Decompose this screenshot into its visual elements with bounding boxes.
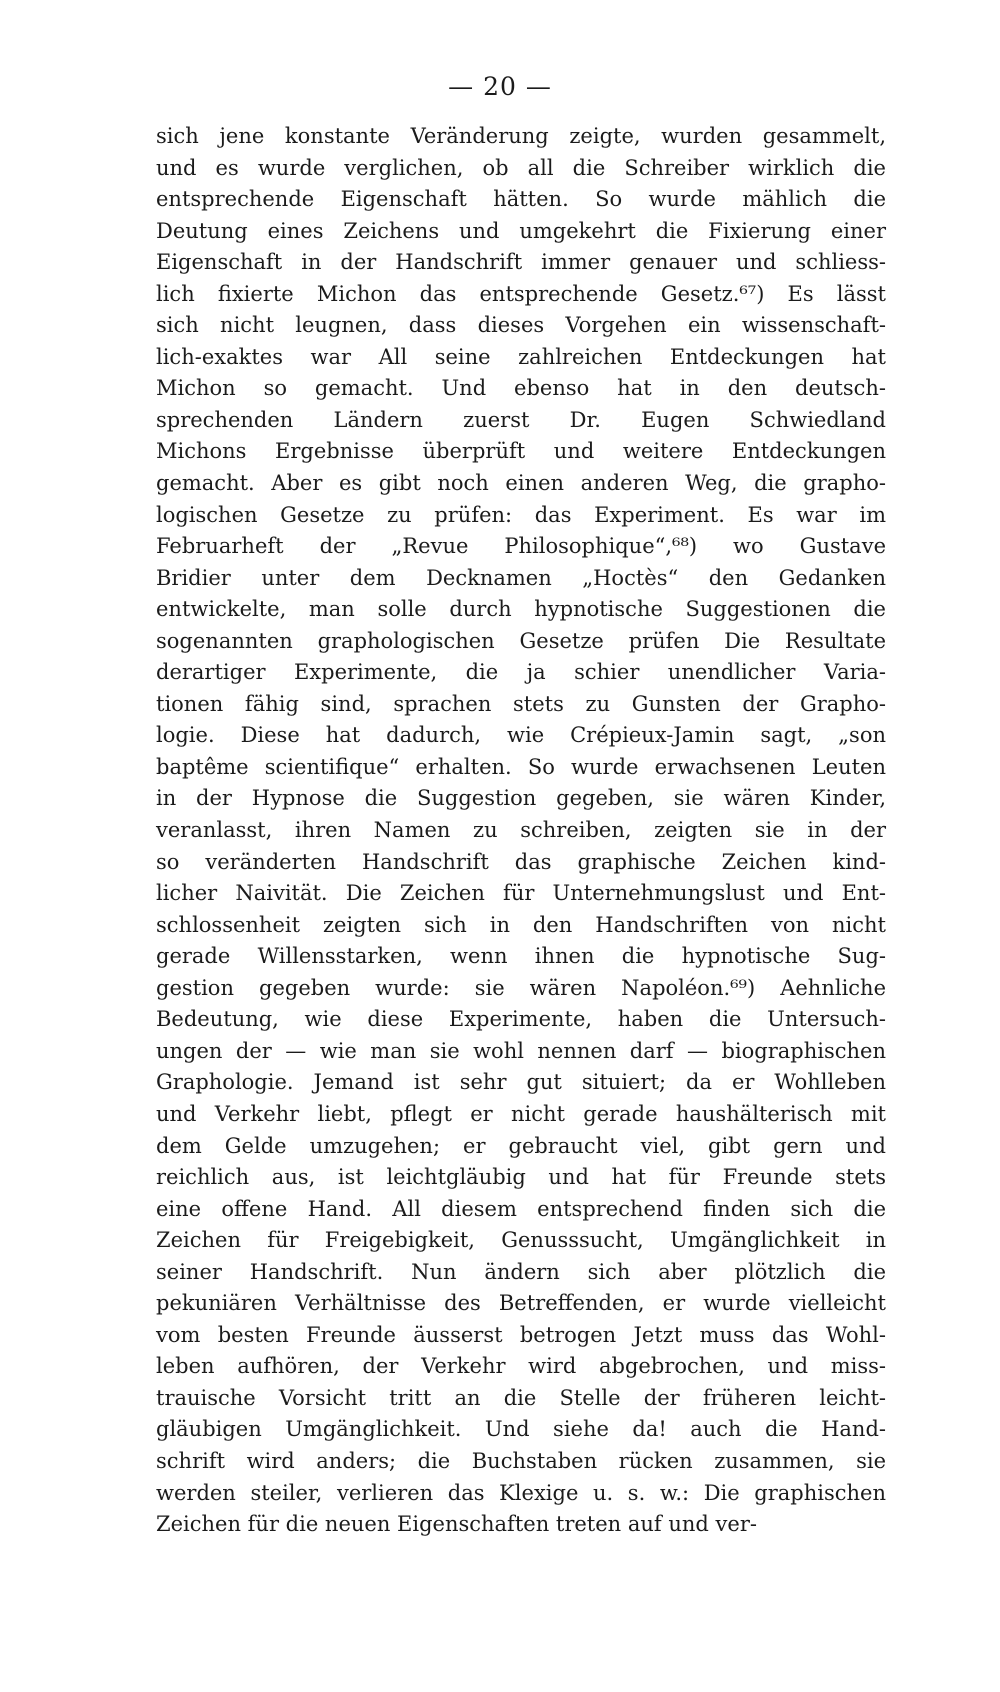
text-line: gerade Willensstarken, wenn ihnen die hypnotische Sug- [156,944,886,969]
text-line: entwickelte, man solle durch hypnotische Suggestionen die [156,597,886,622]
text-line: Eigenschaft in der Handschrift immer genauer und schliess- [156,250,886,275]
text-line: logischen Gesetze zu prüfen: das Experiment. Es war im [156,502,886,527]
body-text [156,121,886,1541]
text-line: derartiger Experimente, die ja schier unendlicher Varia- [156,660,886,685]
text-line: lich-exaktes war All seine zahlreichen Entdeckungen hat [156,344,886,369]
text-line: sich jene konstante Veränderung zeigte, wurden gesammelt, [156,124,886,148]
text-line: licher Naivität. Die Zeichen für Unternehmungslust und Ent- [156,881,886,906]
text-line: ungen der — wie man sie wohl nennen darf — biographischen [156,1038,886,1063]
text-line: vom besten Freunde äusserst betrogen Jetzt muss das Wohl- [156,1322,886,1347]
text-line: logie. Diese hat dadurch, wie Crépieux-Jamin sagt, „son [156,723,886,748]
text-line: Graphologie. Jemand ist sehr gut situiert; da er Wohlleben [156,1070,886,1095]
text-line: Bridier unter dem Decknamen „Hoctès“ den Gedanken [156,565,886,590]
text-line: veranlasst, ihren Namen zu schreiben, zeigten sie in der [156,818,886,843]
text-line: Michons Ergebnisse überprüft und weitere Entdeckungen [156,439,886,464]
text-line: entsprechende Eigenschaft hätten. So wurde mählich die [156,187,886,212]
text-line: und Verkehr liebt, pflegt er nicht gerade haushälterisch mit [156,1101,886,1126]
text-line: trauische Vorsicht tritt an die Stelle der früheren leicht- [156,1385,886,1410]
text-line: gemacht. Aber es gibt noch einen anderen Weg, die grapho- [156,471,886,496]
text-line: dem Gelde umzugehen; er gebraucht viel, gibt gern und [156,1133,886,1158]
text-line: schrift wird anders; die Buchstaben rücken zusammen, sie [156,1448,886,1473]
text-line: leben aufhören, der Verkehr wird abgebrochen, und miss- [156,1354,886,1379]
text-line: eine offene Hand. All diesem entsprechend finden sich die [156,1196,886,1221]
text-line: schlossenheit zeigten sich in den Handschriften von nicht [156,912,886,937]
text-line: Zeichen für Freigebigkeit, Genusssucht, Umgänglichkeit in [156,1228,886,1253]
text-line: tionen fähig sind, sprachen stets zu Gunsten der Grapho- [156,691,886,716]
text-line: Februarheft der „Revue Philosophique“,⁶⁸) wo Gustave [156,534,886,559]
text-line: sogenannten graphologischen Gesetze prüfen Die Resultate [156,628,886,653]
text-line: Michon so gemacht. Und ebenso hat in den deutsch- [156,376,886,401]
text-line: baptême scientifique“ erhalten. So wurde erwachsenen Leuten [156,754,886,779]
text-line: Deutung eines Zeichens und umgekehrt die Fixierung einer [156,218,886,243]
page-number: — 20 — [448,72,552,101]
text-line: gestion gegeben wurde: sie wären Napoléon.⁶⁹) Aehnliche [156,975,886,1000]
text-line: sprechenden Ländern zuerst Dr. Eugen Schwiedland [156,407,886,432]
text-line: Zeichen für die neuen Eigenschaften treten auf und ver- [156,1512,757,1537]
text-line: pekuniären Verhältnisse des Betreffenden, er wurde vielleicht [156,1291,886,1316]
text-line: Bedeutung, wie diese Experimente, haben die Untersuch- [156,1007,886,1032]
text-line: werden steiler, verlieren das Klexige u. s. w.: Die graphischen [156,1480,886,1505]
text-line: gläubigen Umgänglichkeit. Und siehe da! auch die Hand- [156,1417,886,1442]
text-line: reichlich aus, ist leichtgläubig und hat für Freunde stets [156,1165,886,1190]
text-line: sich nicht leugnen, dass dieses Vorgehen ein wissenschaft- [156,313,886,338]
text-line: lich fixierte Michon das entsprechende Gesetz.⁶⁷) Es lässt [156,281,886,306]
text-line: so veränderten Handschrift das graphische Zeichen kind- [156,849,886,874]
text-line: in der Hypnose die Suggestion gegeben, sie wären Kinder, [156,786,886,811]
text-line: seiner Handschrift. Nun ändern sich aber plötzlich die [156,1259,886,1284]
text-line: und es wurde verglichen, ob all die Schreiber wirklich die [156,155,886,180]
